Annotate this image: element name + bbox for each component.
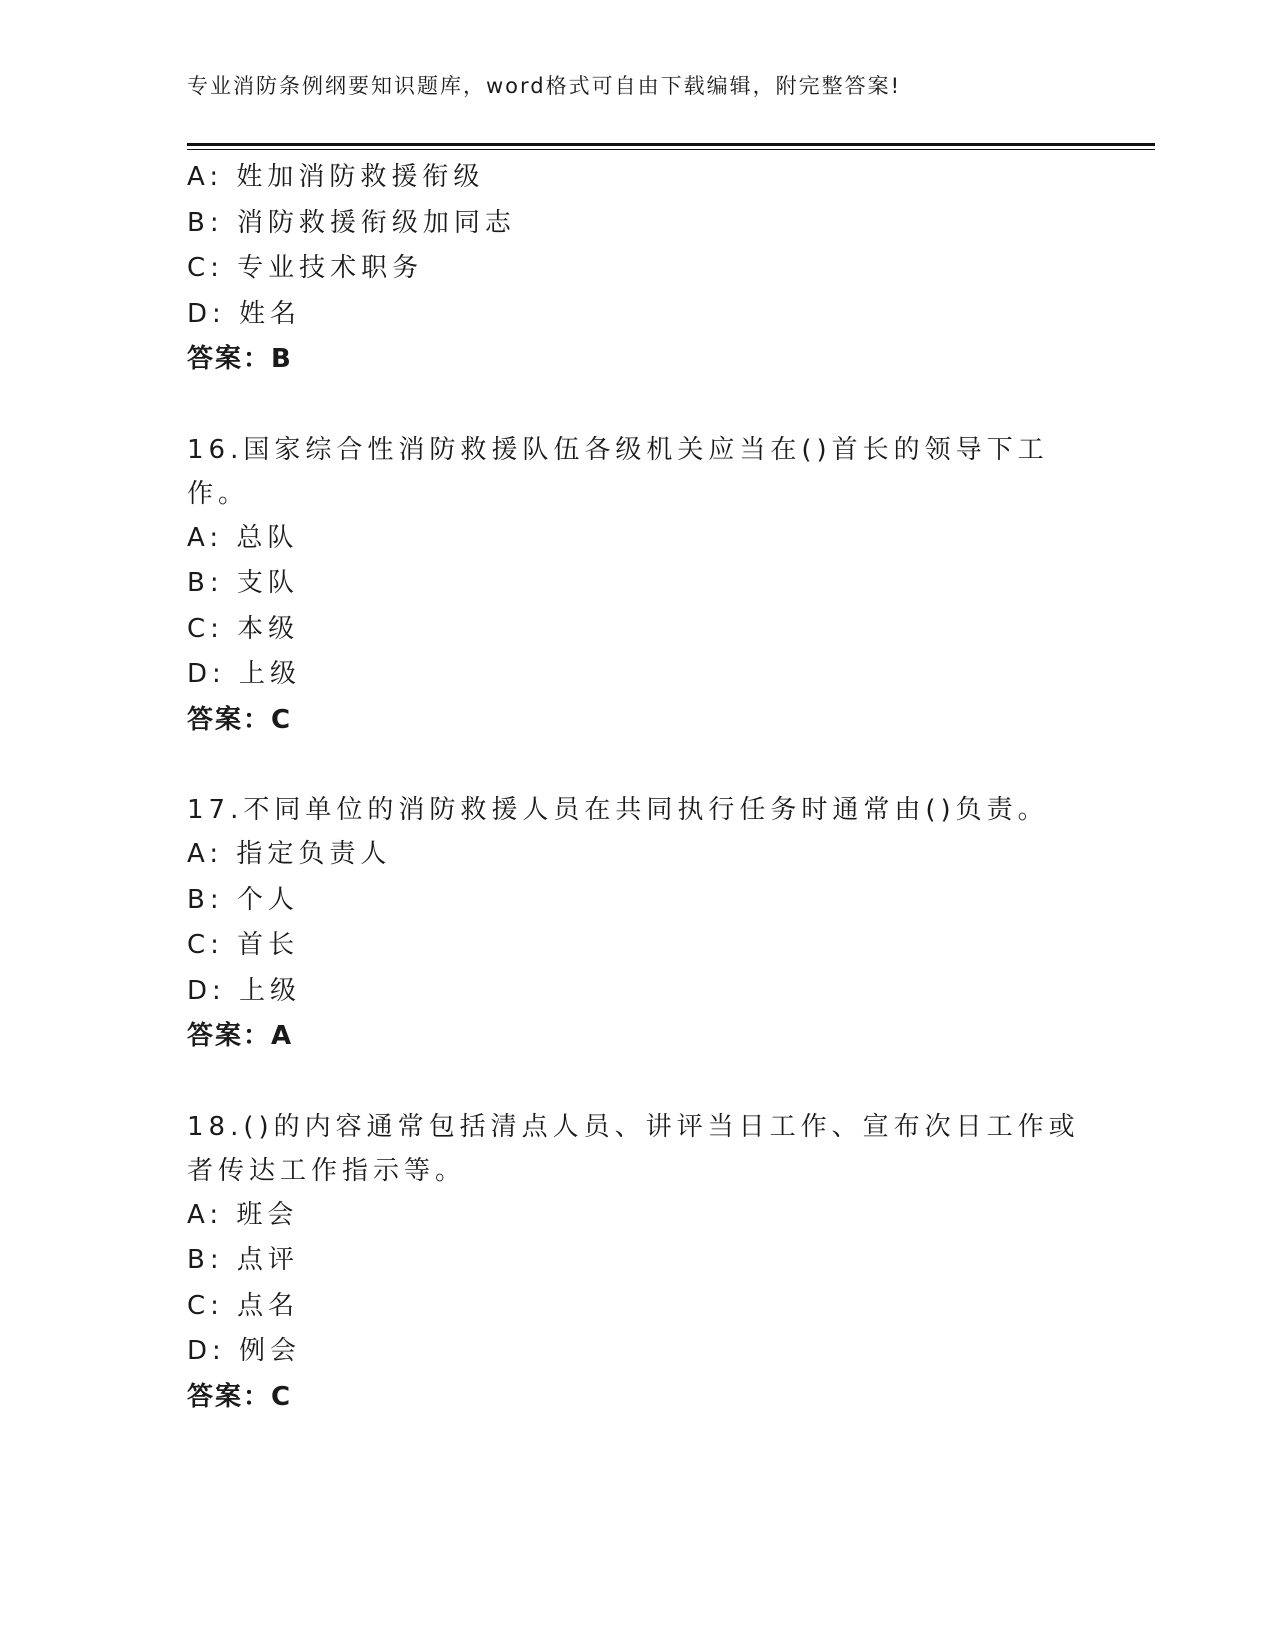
question-stem: 17.不同单位的消防救援人员在共同执行任务时通常由()负责。 — [187, 795, 1049, 825]
page-header: 专业消防条例纲要知识题库，word格式可自由下载编辑，附完整答案! — [187, 74, 902, 98]
option-a: A: 班会 — [187, 1199, 299, 1230]
header-rule-thick — [187, 143, 1155, 146]
option-b: B: 消防救援衔级加同志 — [187, 207, 516, 238]
option-a: A: 姓加消防救援衔级 — [187, 162, 485, 192]
option-d: D: 姓名 — [187, 298, 302, 329]
option-b: B: 个人 — [187, 884, 299, 915]
option-d: D: 例会 — [187, 1336, 302, 1366]
header-rule-thin — [187, 149, 1155, 150]
answer: 答案：A — [187, 1021, 294, 1051]
option-c: C: 点名 — [187, 1290, 300, 1321]
question-17 — [187, 788, 1087, 1060]
answer: 答案：C — [187, 704, 293, 735]
option-d: D: 上级 — [187, 975, 302, 1006]
question-stem: 18.()的内容通常包括清点人员、讲评当日工作、宣布次日工作或者传达工作指示等。 — [187, 1111, 1080, 1186]
option-c: C: 本级 — [187, 613, 300, 644]
question-stem: 16.国家综合性消防救援队伍各级机关应当在()首长的领导下工作。 — [187, 434, 1049, 509]
answer: 答案：B — [187, 344, 293, 374]
option-c: C: 专业技术职务 — [187, 253, 424, 283]
option-d: D: 上级 — [187, 659, 302, 689]
option-b: B: 点评 — [187, 1245, 299, 1275]
option-c: C: 首长 — [187, 930, 300, 960]
answer: 答案：C — [187, 1381, 293, 1412]
option-b: B: 支队 — [187, 568, 299, 598]
question-18 — [187, 1105, 1087, 1421]
question-list — [187, 155, 1087, 1420]
question-16 — [187, 428, 1087, 744]
option-a: A: 总队 — [187, 522, 299, 553]
option-a: A: 指定负责人 — [187, 839, 392, 869]
question-15 — [187, 155, 1087, 383]
